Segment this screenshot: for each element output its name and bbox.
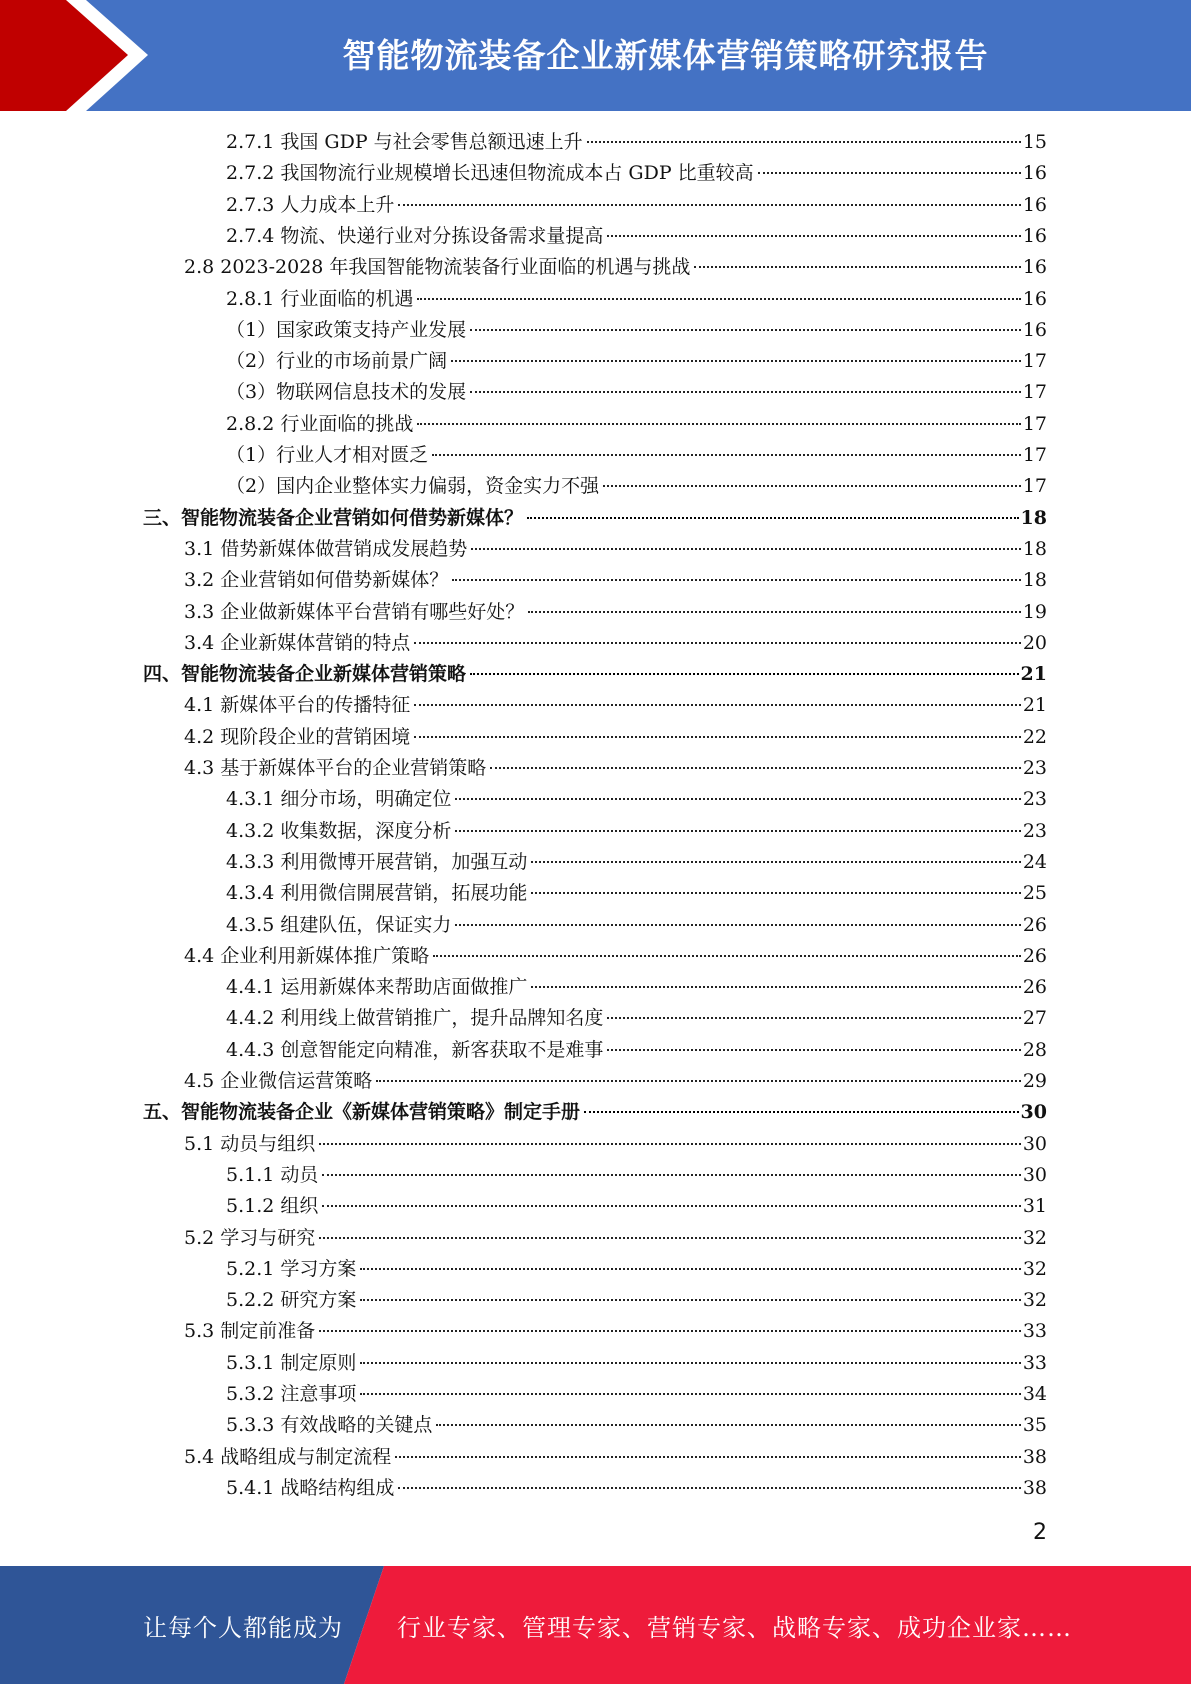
toc-entry-title: （1）国家政策支持产业发展 <box>226 318 467 341</box>
toc-dot-leader <box>319 1143 1021 1145</box>
toc-entry-page: 30 <box>1020 1101 1047 1124</box>
toc-dot-leader <box>436 1424 1020 1426</box>
toc-dot-leader <box>758 172 1021 174</box>
toc-entry-title: （3）物联网信息技术的发展 <box>226 381 467 404</box>
toc-entry-title: 4.4.2 利用线上做营销推广，提升品牌知名度 <box>226 1007 604 1030</box>
toc-entry-page: 15 <box>1022 131 1047 153</box>
toc-entry[interactable] <box>226 409 1047 440</box>
page-number: 2 <box>1033 1520 1047 1545</box>
toc-entry-title: 3.1 借势新媒体做营销成发展趋势 <box>184 537 468 560</box>
footer-banner <box>0 1566 1191 1684</box>
toc-entry[interactable] <box>184 1129 1047 1160</box>
toc-entry-page: 16 <box>1022 256 1047 279</box>
toc-dot-leader <box>319 1330 1021 1332</box>
toc-entry-page: 24 <box>1022 850 1047 873</box>
toc-entry[interactable] <box>226 377 1047 408</box>
toc-dot-leader <box>603 485 1021 487</box>
toc-entry[interactable] <box>226 1348 1047 1379</box>
toc-dot-leader <box>531 986 1020 988</box>
toc-entry-page: 17 <box>1022 444 1047 466</box>
toc-dot-leader <box>360 1268 1020 1270</box>
toc-entry[interactable] <box>184 252 1047 283</box>
toc-dot-leader <box>470 329 1021 331</box>
toc-entry-page: 16 <box>1022 224 1047 247</box>
toc-entry-page: 28 <box>1022 1038 1047 1061</box>
toc-entry[interactable] <box>226 190 1047 221</box>
toc-dot-leader <box>417 423 1020 425</box>
toc-entry-title: 4.3.1 细分市场，明确定位 <box>226 788 452 811</box>
toc-entry-title: 2.8.1 行业面临的机遇 <box>226 287 414 310</box>
toc-entry[interactable] <box>226 972 1047 1003</box>
toc-dot-leader <box>414 704 1021 706</box>
toc-entry-title: （1）行业人才相对匮乏 <box>226 444 429 466</box>
toc-entry-page: 30 <box>1022 1163 1047 1186</box>
toc-entry[interactable] <box>184 597 1047 628</box>
toc-dot-leader <box>528 611 1021 613</box>
report-title: 智能物流装备企业新媒体营销策略研究报告 <box>342 35 989 75</box>
toc-entry-page: 20 <box>1022 631 1047 654</box>
toc-entry-title: 2.8.2 行业面临的挑战 <box>226 412 414 435</box>
toc-entry-page: 32 <box>1022 1226 1047 1249</box>
toc-dot-leader <box>607 1049 1020 1051</box>
toc-entry[interactable] <box>226 1035 1047 1066</box>
toc-entry-page: 23 <box>1022 788 1047 811</box>
toc-entry-title: 5.2.2 研究方案 <box>226 1289 357 1312</box>
toc-entry-page: 17 <box>1022 412 1047 435</box>
toc-entry-title: 3.3 企业做新媒体平台营销有哪些好处？ <box>184 600 525 623</box>
toc-dot-leader <box>470 673 1019 675</box>
toc-entry[interactable] <box>226 784 1047 815</box>
toc-entry-page: 17 <box>1022 381 1047 404</box>
toc-dot-leader <box>587 141 1021 143</box>
toc-dot-leader <box>607 1017 1020 1019</box>
toc-entry[interactable] <box>226 471 1047 502</box>
header-banner <box>0 0 1191 111</box>
toc-dot-leader <box>322 1205 1020 1207</box>
toc-entry[interactable] <box>184 941 1047 972</box>
toc-entry-title: 4.1 新媒体平台的传播特征 <box>184 694 411 717</box>
toc-entry-page: 35 <box>1022 1414 1047 1437</box>
toc-dot-leader <box>360 1362 1020 1364</box>
toc-entry-page: 26 <box>1022 976 1047 999</box>
toc-entry[interactable] <box>226 1285 1047 1316</box>
toc-dot-leader <box>531 861 1020 863</box>
toc-entry-title: 4.3.2 收集数据，深度分析 <box>226 819 452 842</box>
toc-dot-leader <box>414 736 1021 738</box>
toc-entry-title: 4.4 企业利用新媒体推广策略 <box>184 944 430 967</box>
toc-entry-page: 16 <box>1022 193 1047 216</box>
toc-entry-page: 16 <box>1022 162 1047 185</box>
toc-entry-page: 25 <box>1022 882 1047 905</box>
toc-entry-title: 4.5 企业微信运营策略 <box>184 1070 373 1092</box>
toc-entry-title: 三、智能物流装备企业营销如何借势新媒体？ <box>143 506 524 529</box>
toc-dot-leader <box>452 579 1021 581</box>
toc-entry[interactable] <box>184 1442 1047 1473</box>
toc-entry-title: 3.2 企业营销如何借势新媒体？ <box>184 569 449 592</box>
footer-slogan-right: 行业专家、管理专家、营销专家、战略专家、成功企业家…… <box>397 1613 1072 1642</box>
toc-entry-page: 33 <box>1022 1351 1047 1374</box>
toc-dot-leader <box>414 642 1021 644</box>
toc-entry-title: 4.2 现阶段企业的营销困境 <box>184 725 411 748</box>
toc-entry-title: 5.3.1 制定原则 <box>226 1351 357 1374</box>
toc-dot-leader <box>527 517 1019 519</box>
toc-entry[interactable] <box>184 628 1047 659</box>
toc-entry-title: 五、智能物流装备企业《新媒体营销策略》制定手册 <box>143 1101 581 1124</box>
toc-entry[interactable] <box>226 127 1047 158</box>
toc-entry-title: 4.3.5 组建队伍，保证实力 <box>226 913 452 936</box>
toc-dot-leader <box>432 454 1021 456</box>
toc-entry[interactable] <box>184 690 1047 721</box>
toc-entry-page: 38 <box>1022 1476 1047 1499</box>
toc-entry-title: 4.3.3 利用微博开展营销，加强互动 <box>226 850 528 873</box>
toc-entry-page: 17 <box>1022 475 1047 498</box>
toc-entry-page: 31 <box>1022 1195 1047 1218</box>
toc-entry-page: 19 <box>1022 600 1047 623</box>
toc-entry[interactable] <box>226 1160 1047 1191</box>
toc-dot-leader <box>360 1299 1020 1301</box>
toc-dot-leader <box>360 1393 1020 1395</box>
toc-entry-page: 29 <box>1022 1070 1047 1092</box>
toc-dot-leader <box>433 955 1021 957</box>
toc-entry[interactable] <box>226 1410 1047 1441</box>
toc-dot-leader <box>451 360 1021 362</box>
toc-entry[interactable] <box>226 878 1047 909</box>
toc-entry-page: 18 <box>1022 569 1047 592</box>
toc-dot-leader <box>607 235 1020 237</box>
toc-entry-page: 30 <box>1022 1132 1047 1155</box>
toc-entry-title: 2.7.2 我国物流行业规模增长迅速但物流成本占 GDP 比重较高 <box>226 162 754 185</box>
toc-entry-title: 4.4.3 创意智能定向精准，新客获取不是难事 <box>226 1038 604 1061</box>
toc-dot-leader <box>417 298 1020 300</box>
toc-entry[interactable] <box>184 1223 1047 1254</box>
toc-dot-leader <box>531 892 1020 894</box>
toc-entry[interactable] <box>226 910 1047 941</box>
toc-entry-page: 18 <box>1022 537 1047 560</box>
toc-entry[interactable] <box>226 1473 1047 1504</box>
toc-entry[interactable] <box>184 1066 1047 1097</box>
toc-entry-page: 32 <box>1022 1257 1047 1280</box>
footer-slogan-left: 让每个人都能成为 <box>143 1613 343 1642</box>
toc-entry[interactable] <box>226 816 1047 847</box>
toc-entry-page: 26 <box>1022 944 1047 967</box>
toc-entry-page: 26 <box>1022 913 1047 936</box>
toc-entry-title: 4.4.1 运用新媒体来帮助店面做推广 <box>226 976 528 999</box>
toc-entry-page: 23 <box>1022 757 1047 779</box>
toc-entry[interactable] <box>143 659 1047 690</box>
toc-entry-title: 5.1.1 动员 <box>226 1163 319 1186</box>
toc-entry-page: 33 <box>1022 1320 1047 1343</box>
toc-dot-leader <box>376 1080 1021 1082</box>
toc-entry-title: 5.2.1 学习方案 <box>226 1257 357 1280</box>
toc-entry[interactable] <box>226 440 1047 471</box>
toc-dot-leader <box>471 548 1021 550</box>
toc-entry-title: 5.1.2 组织 <box>226 1195 319 1218</box>
toc-dot-leader <box>398 204 1020 206</box>
toc-entry[interactable] <box>226 315 1047 346</box>
toc-entry-page: 18 <box>1020 506 1047 529</box>
toc-entry-title: 5.3 制定前准备 <box>184 1320 316 1343</box>
toc-entry-title: 2.8 2023-2028 年我国智能物流装备行业面临的机遇与挑战 <box>184 256 691 279</box>
toc-entry[interactable] <box>184 1316 1047 1347</box>
chevron-arrow-icon <box>0 0 160 111</box>
toc-entry-page: 27 <box>1022 1007 1047 1030</box>
toc-entry[interactable] <box>226 1191 1047 1222</box>
toc-dot-leader <box>398 1487 1020 1489</box>
toc-entry-title: 5.4 战略组成与制定流程 <box>184 1445 392 1468</box>
toc-entry-page: 34 <box>1022 1383 1047 1405</box>
toc-dot-leader <box>319 1237 1021 1239</box>
toc-dot-leader <box>584 1111 1019 1113</box>
toc-entry-page: 17 <box>1022 350 1047 373</box>
toc-entry-page: 21 <box>1020 663 1047 686</box>
toc-entry[interactable] <box>184 565 1047 596</box>
toc-entry-title: 5.4.1 战略结构组成 <box>226 1476 395 1499</box>
toc-entry-title: 5.3.2 注意事项 <box>226 1383 357 1405</box>
toc-entry-title: 5.3.3 有效战略的关键点 <box>226 1414 433 1437</box>
toc-entry-page: 21 <box>1022 694 1047 717</box>
toc-dot-leader <box>455 798 1020 800</box>
toc-dot-leader <box>395 1456 1021 1458</box>
toc-entry[interactable] <box>184 722 1047 753</box>
toc-entry-page: 22 <box>1022 725 1047 748</box>
toc-entry-title: 5.1 动员与组织 <box>184 1132 316 1155</box>
toc-entry-title: 四、智能物流装备企业新媒体营销策略 <box>143 663 467 686</box>
toc-entry[interactable] <box>226 1003 1047 1034</box>
toc-dot-leader <box>322 1174 1020 1176</box>
toc-entry-title: 2.7.4 物流、快递行业对分拣设备需求量提高 <box>226 224 604 247</box>
toc-entry-page: 32 <box>1022 1289 1047 1312</box>
toc-entry[interactable] <box>226 1379 1047 1410</box>
toc-entry[interactable] <box>226 221 1047 252</box>
toc-entry-title: 5.2 学习与研究 <box>184 1226 316 1249</box>
toc-entry[interactable] <box>226 158 1047 189</box>
toc-entry-page: 38 <box>1022 1445 1047 1468</box>
toc-dot-leader <box>490 767 1021 769</box>
toc-entry[interactable] <box>184 534 1047 565</box>
toc-entry-title: （2）国内企业整体实力偏弱，资金实力不强 <box>226 475 600 498</box>
toc-entry[interactable] <box>184 753 1047 784</box>
toc-dot-leader <box>455 830 1020 832</box>
toc-entry-title: 4.3 基于新媒体平台的企业营销策略 <box>184 757 487 779</box>
toc-entry-page: 16 <box>1022 318 1047 341</box>
toc-entry-title: （2）行业的市场前景广阔 <box>226 350 448 373</box>
toc-entry[interactable] <box>226 346 1047 377</box>
toc-entry-title: 4.3.4 利用微信開展营销，拓展功能 <box>226 882 528 905</box>
toc-entry[interactable] <box>226 847 1047 878</box>
toc-entry-title: 2.7.1 我国 GDP 与社会零售总额迅速上升 <box>226 131 583 153</box>
toc-entry-title: 3.4 企业新媒体营销的特点 <box>184 631 411 654</box>
toc-dot-leader <box>455 924 1020 926</box>
toc-entry[interactable] <box>226 284 1047 315</box>
toc-entry-title: 2.7.3 人力成本上升 <box>226 193 395 216</box>
toc-entry[interactable] <box>143 503 1047 534</box>
toc-entry[interactable] <box>143 1097 1047 1128</box>
toc-entry-page: 16 <box>1022 287 1047 310</box>
toc-dot-leader <box>694 266 1020 268</box>
toc-dot-leader <box>470 391 1021 393</box>
toc-entry[interactable] <box>226 1254 1047 1285</box>
toc-entry-page: 23 <box>1022 819 1047 842</box>
